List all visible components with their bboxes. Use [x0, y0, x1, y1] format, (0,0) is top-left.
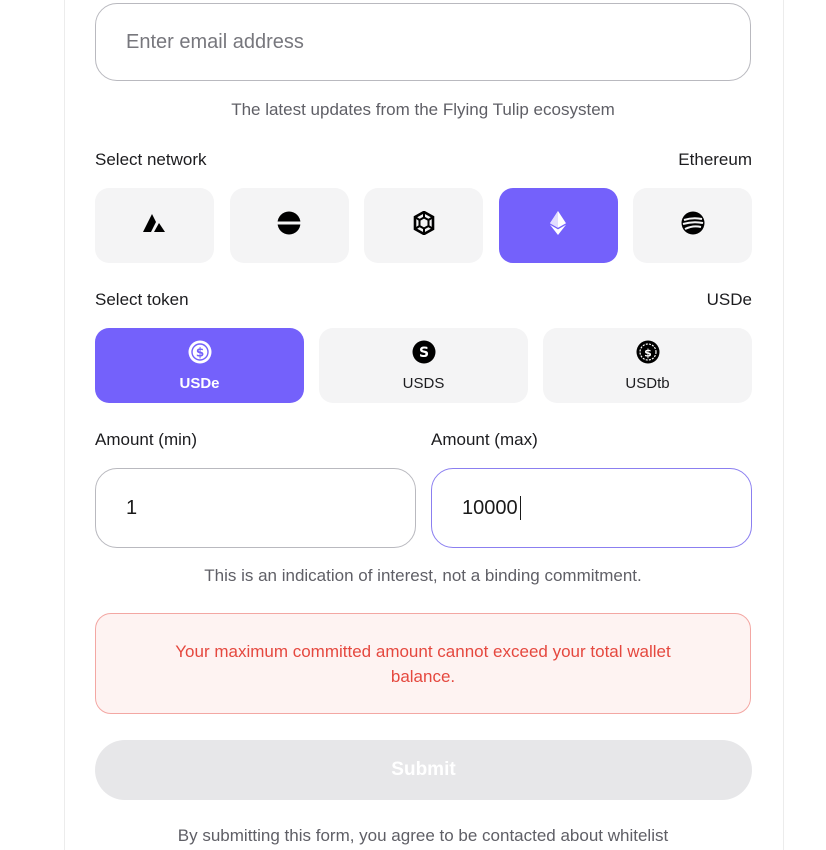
sonic-icon — [277, 211, 301, 240]
selected-network-value: Ethereum — [678, 150, 752, 169]
amount-min-input[interactable] — [95, 468, 416, 548]
amount-max-label: Amount (max) — [431, 430, 538, 449]
interest-note: This is an indication of interest, not a binding commitment. — [204, 566, 642, 585]
footer-note: By submitting this form, you agree to be contacted about whitelist — [177, 826, 669, 845]
base-icon — [681, 211, 705, 240]
email-note: The latest updates from the Flying Tulip ecosystem — [231, 100, 615, 119]
amount-max-input[interactable] — [431, 468, 752, 548]
token-option-usds[interactable] — [319, 328, 528, 403]
svg-text:$: $ — [643, 346, 652, 359]
bnb-icon — [412, 211, 436, 240]
usdtb-icon — [636, 340, 660, 369]
token-label: USDe — [179, 374, 220, 392]
token-label: USDtb — [625, 374, 670, 392]
network-option-bnb[interactable] — [364, 188, 483, 263]
network-option-base[interactable] — [633, 188, 752, 263]
text-caret — [520, 496, 521, 520]
amount-min-label: Amount (min) — [95, 430, 198, 449]
ethereum-icon — [550, 211, 566, 240]
token-options — [95, 328, 752, 403]
usde-icon — [188, 340, 212, 369]
error-message: Your maximum committed amount cannot exceed your total wallet balance. — [175, 641, 671, 686]
svg-text:S: S — [418, 344, 429, 361]
token-option-usdtb[interactable] — [543, 328, 752, 403]
selected-token-value: USDe — [706, 290, 752, 309]
form-panel — [64, 0, 784, 850]
network-option-ethereum[interactable] — [499, 188, 618, 263]
token-option-usde[interactable] — [95, 328, 304, 403]
submit-button[interactable]: Submit — [95, 740, 752, 800]
network-option-sonic[interactable] — [230, 188, 349, 263]
select-network-label: Select network — [95, 150, 207, 169]
svg-text:$: $ — [195, 345, 204, 359]
error-alert — [95, 613, 751, 714]
network-option-avalanche[interactable] — [95, 188, 214, 263]
email-input[interactable] — [95, 3, 751, 81]
usds-icon — [412, 340, 436, 369]
avalanche-icon — [142, 213, 168, 238]
select-token-label: Select token — [95, 290, 189, 309]
token-label: USDS — [402, 374, 445, 392]
network-options — [95, 188, 752, 263]
